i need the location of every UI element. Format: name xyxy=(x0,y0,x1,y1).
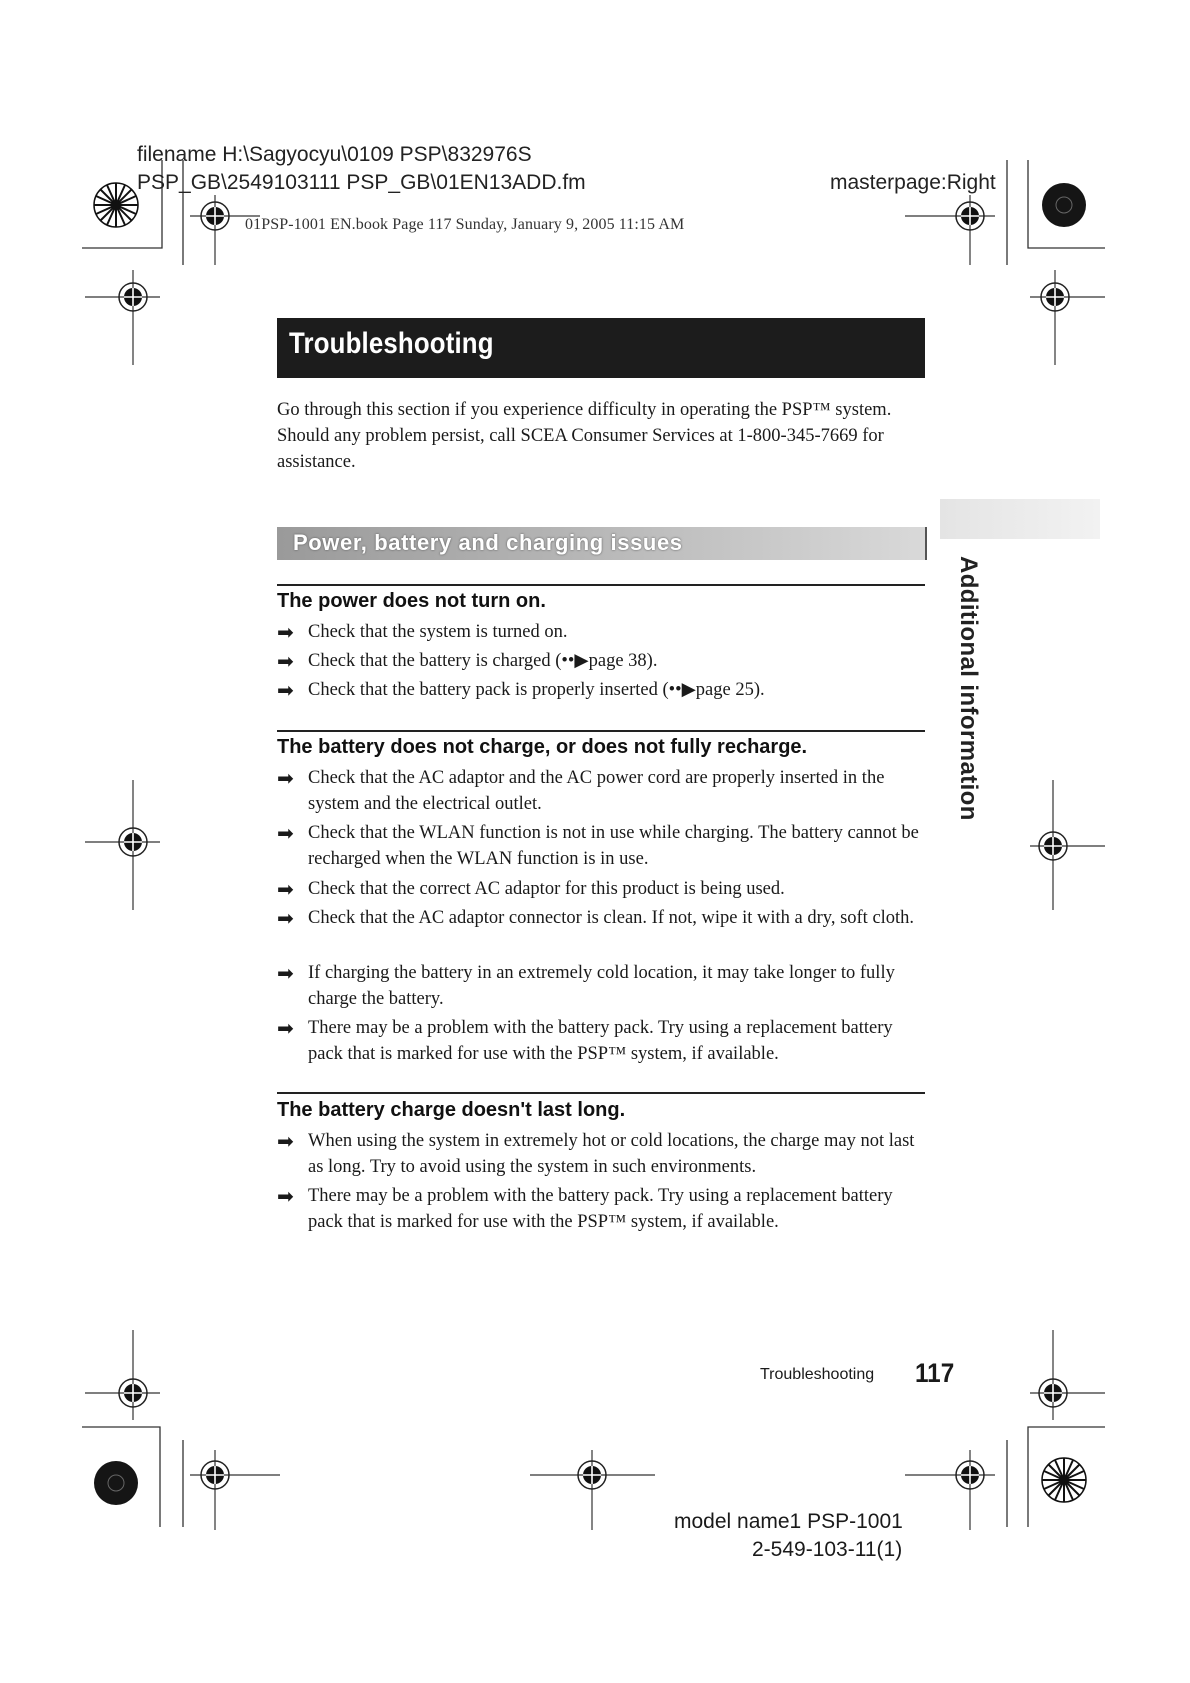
list-item: ➡ If charging the battery in an extremely cold location, it may take longer to fully charge the battery. xyxy=(277,961,895,1009)
list-item: ➡ Check that the AC adaptor and the AC power cord are properly inserted in the system and the electrical outlet. xyxy=(277,766,885,814)
issue-heading: The battery charge doesn't last long. xyxy=(277,1099,626,1121)
section-title: Power, battery and charging issues xyxy=(293,530,683,555)
registration-mark xyxy=(1030,780,1105,910)
intro-paragraph: Go through this section if you experience difficulty in operating the PSP™ system. Should any problem persist, call SCEA Consumer Services at 1-800-345-7669 for assistance. xyxy=(277,400,892,472)
registration-mark xyxy=(1030,1330,1105,1420)
arrow-right-icon: ➡ xyxy=(277,649,294,673)
list-item: ➡ Check that the battery pack is properly inserted (••▶page 25). xyxy=(277,678,765,702)
filename-line: filename H:\Sagyocyu\0109 PSP\832976S xyxy=(137,143,532,166)
filename-path-line: PSP_GB\2549103111 PSP_GB\01EN13ADD.fm xyxy=(137,171,586,194)
arrow-right-icon: ➡ xyxy=(277,620,294,644)
book-info-line: 01PSP-1001 EN.book Page 117 Sunday, January 9, 2005 11:15 AM xyxy=(245,216,685,233)
list-item: ➡ Check that the WLAN function is not in use while charging. The battery cannot be recharged when the WLAN function is in use. xyxy=(277,821,919,869)
registration-mark xyxy=(905,1450,995,1530)
list-item: ➡ Check that the battery is charged (••▶page 38). xyxy=(277,649,658,673)
registration-mark xyxy=(530,1450,655,1530)
title-bar xyxy=(277,318,925,378)
list-item: ➡ Check that the AC adaptor connector is clean. If not, wipe it with a dry, soft cloth. xyxy=(277,906,915,930)
registration-mark xyxy=(85,780,160,910)
model-code-line: 2-549-103-11(1) xyxy=(752,1538,903,1561)
page-title: Troubleshooting xyxy=(289,327,494,360)
registration-mark xyxy=(905,195,995,265)
issue-heading: The power does not turn on. xyxy=(277,590,546,612)
arrow-right-icon: ➡ xyxy=(277,1016,294,1040)
arrow-right-icon: ➡ xyxy=(277,961,294,985)
arrow-right-icon: ➡ xyxy=(277,821,294,845)
arrow-right-icon: ➡ xyxy=(277,877,294,901)
color-dot-icon xyxy=(1042,183,1086,227)
page-number: 117 xyxy=(915,1358,955,1388)
arrow-right-icon: ➡ xyxy=(277,1184,294,1208)
list-item: ➡ Check that the correct AC adaptor for this product is being used. xyxy=(277,877,785,901)
issue-divider xyxy=(277,730,925,732)
issue-divider xyxy=(277,1092,925,1094)
arrow-right-icon: ➡ xyxy=(277,766,294,790)
side-tab-label: Additional information xyxy=(955,556,982,821)
registration-mark xyxy=(1030,270,1105,365)
registration-mark xyxy=(85,270,160,365)
section-header-bar xyxy=(277,527,927,560)
list-item: ➡ There may be a problem with the battery pack. Try using a replacement battery pack that is marked for use with the PSP™ system, if available. xyxy=(277,1016,893,1064)
star-target-icon xyxy=(1042,1458,1086,1502)
color-dot-icon xyxy=(94,1461,138,1505)
registration-mark xyxy=(190,1450,280,1530)
issue-heading: The battery does not charge, or does not fully recharge. xyxy=(277,736,808,758)
arrow-right-icon: ➡ xyxy=(277,906,294,930)
list-item: ➡ Check that the system is turned on. xyxy=(277,620,568,644)
side-tab-background xyxy=(940,499,1100,539)
arrow-right-icon: ➡ xyxy=(277,678,294,702)
list-item: ➡ There may be a problem with the battery pack. Try using a replacement battery pack that is marked for use with the PSP™ system, if available. xyxy=(277,1184,893,1232)
footer-section-label: Troubleshooting xyxy=(760,1366,875,1383)
issue-divider xyxy=(277,584,925,586)
list-item: ➡ When using the system in extremely hot or cold locations, the charge may not last as long. Try to avoid using the system in such environments. xyxy=(277,1129,915,1177)
registration-mark xyxy=(85,1330,160,1420)
model-name-line: model name1 PSP-1001 xyxy=(674,1510,903,1533)
masterpage-label: masterpage:Right xyxy=(830,171,996,194)
star-target-icon xyxy=(94,183,138,227)
arrow-right-icon: ➡ xyxy=(277,1129,294,1153)
